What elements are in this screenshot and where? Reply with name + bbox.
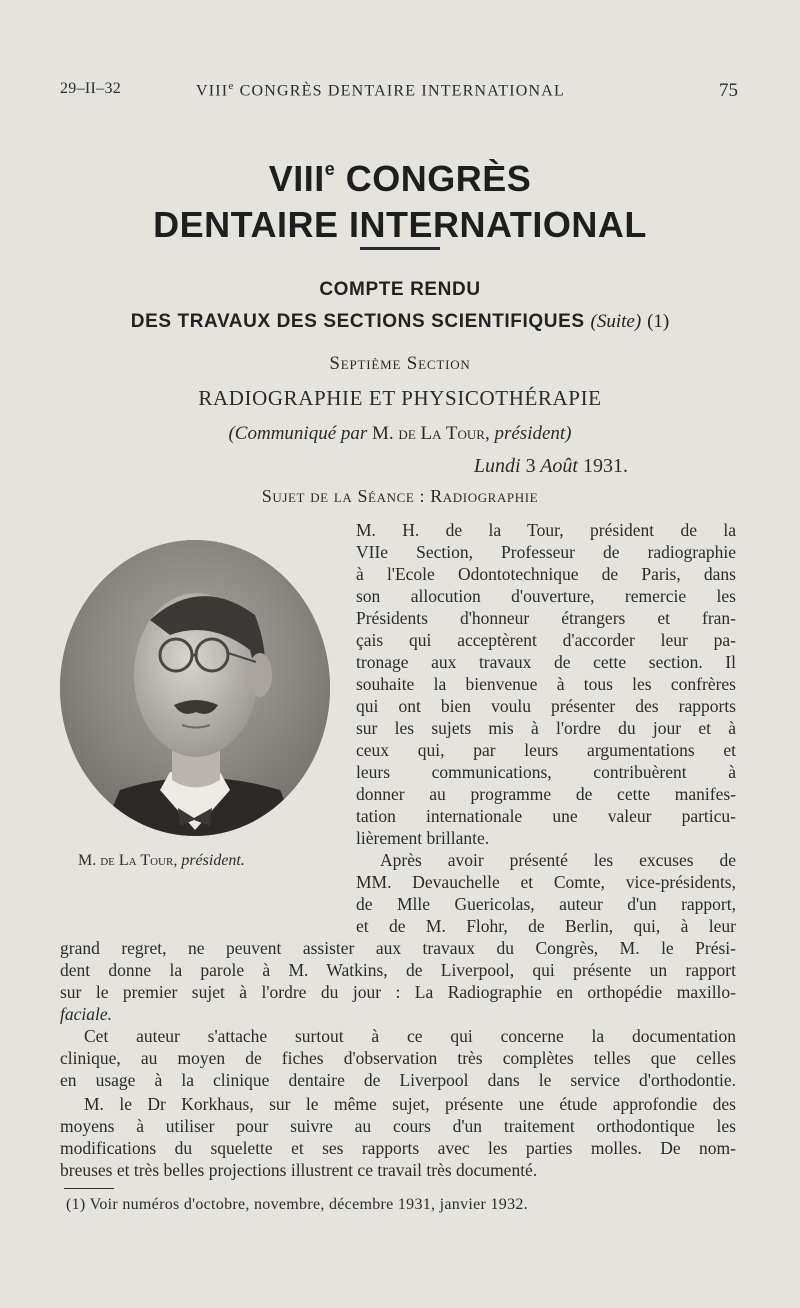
suite-label: (Suite) — [590, 311, 642, 332]
page-number: 75 — [719, 80, 738, 101]
para4-line-2: moyens à utiliser pour suivre au cours d'un traitement orthodontique les — [60, 1116, 736, 1136]
para4-line-1: M. le Dr Korkhaus, sur le même sujet, présente une étude approfondie des — [84, 1094, 736, 1114]
portrait-illustration — [60, 540, 330, 836]
compte-rendu-line-1: COMPTE RENDU — [319, 279, 481, 300]
para2-line-6: dent donne la parole à M. Watkins, de Liverpool, qui présente un rapport — [60, 960, 736, 980]
section-title: RADIOGRAPHIE ET PHYSICOTHÉRAPIE — [198, 386, 602, 410]
para1-line-1: M. H. de la Tour, président de la — [356, 520, 736, 540]
para2-line-7: sur le premier sujet à l'ordre du jour : La Radiographie en orthopédie maxillo- — [60, 982, 736, 1002]
para1-line-2: VIIe Section, Professeur de radiographie — [356, 542, 736, 562]
para2-line-1: Après avoir présenté les excuses de — [380, 850, 736, 870]
para1-line-9: qui ont bien voulu présenter des rapports — [356, 696, 736, 716]
para4-line-3: modifications du squelette et ses rapports avec les parties molles. De nom- — [60, 1138, 736, 1158]
para1-line-5: Présidents d'honneur étrangers et fran- — [356, 608, 736, 628]
para1-line-3: à l'Ecole Odontotechnique de Paris, dans — [356, 564, 736, 584]
title-rule — [360, 247, 440, 250]
para1-line-14: tation internationale une valeur particu- — [356, 806, 736, 826]
para3-line-3: en usage à la clinique dentaire de Liverpool dans le service d'orthodontie. — [60, 1070, 736, 1090]
para1-line-6: çais qui acceptèrent d'accorder leur pa- — [356, 630, 736, 650]
title-line-1: VIIIe CONGRÈS — [268, 158, 532, 199]
para1-line-10: sur les sujets mis à l'ordre du jour et à — [356, 718, 736, 738]
portrait-photo — [60, 540, 330, 836]
session-date: Lundi 3 Août 1931. — [473, 455, 628, 477]
running-header — [0, 80, 800, 104]
portrait-caption: M. de La Tour, président. — [78, 852, 245, 869]
footnote-rule — [64, 1188, 114, 1189]
header-journal-title: VIIIe CONGRÈS DENTAIRE INTERNATIONAL — [196, 80, 565, 100]
para1-line-8: souhaite la bienvenue à tous les confrères — [356, 674, 736, 694]
footnote: (1) Voir numéros d'octobre, novembre, décembre 1931, janvier 1932. — [66, 1196, 528, 1213]
para1-line-4: son allocution d'ouverture, remercie les — [356, 586, 736, 606]
para2-line-2: MM. Devauchelle et Comte, vice-présidents, — [356, 872, 736, 892]
para2-line-5: grand regret, ne peuvent assister aux travaux du Congrès, M. le Prési- — [60, 938, 736, 958]
para2-line-8: faciale. — [60, 1004, 112, 1024]
para2-line-3: de Mlle Guericolas, auteur d'un rapport, — [356, 894, 736, 914]
session-subject: Sujet de la Séance : Radiographie — [261, 486, 539, 506]
communique-line: (Communiqué par M. de La Tour, président) — [228, 423, 572, 444]
para4-line-4: breuses et très belles projections illustrent ce travail très documenté. — [60, 1160, 538, 1180]
title-line-2: DENTAIRE INTERNATIONAL — [153, 204, 647, 245]
para1-line-7: tronage aux travaux de cette section. Il — [356, 652, 736, 672]
para2-line-4: et de M. Flohr, de Berlin, qui, à leur — [356, 916, 736, 936]
main-title — [0, 146, 800, 248]
para1-line-13: donner au programme de cette manifes- — [356, 784, 736, 804]
para3-line-2: clinique, au moyen de fiches d'observation très complètes telles que celles — [60, 1048, 736, 1068]
footnote-ref: (1) — [647, 311, 670, 332]
header-date: 29–II–32 — [60, 80, 122, 97]
section-label: Septième Section — [329, 353, 471, 374]
para1-line-15: lièrement brillante. — [356, 828, 490, 848]
para1-line-12: leurs communications, contribuèrent à — [356, 762, 736, 782]
para3-line-1: Cet auteur s'attache surtout à ce qui concerne la documentation — [84, 1026, 736, 1046]
para1-line-11: ceux qui, par leurs argumentations et — [356, 740, 736, 760]
compte-rendu-line-2: DES TRAVAUX DES SECTIONS SCIENTIFIQUES (Suite) (1) — [130, 311, 670, 332]
